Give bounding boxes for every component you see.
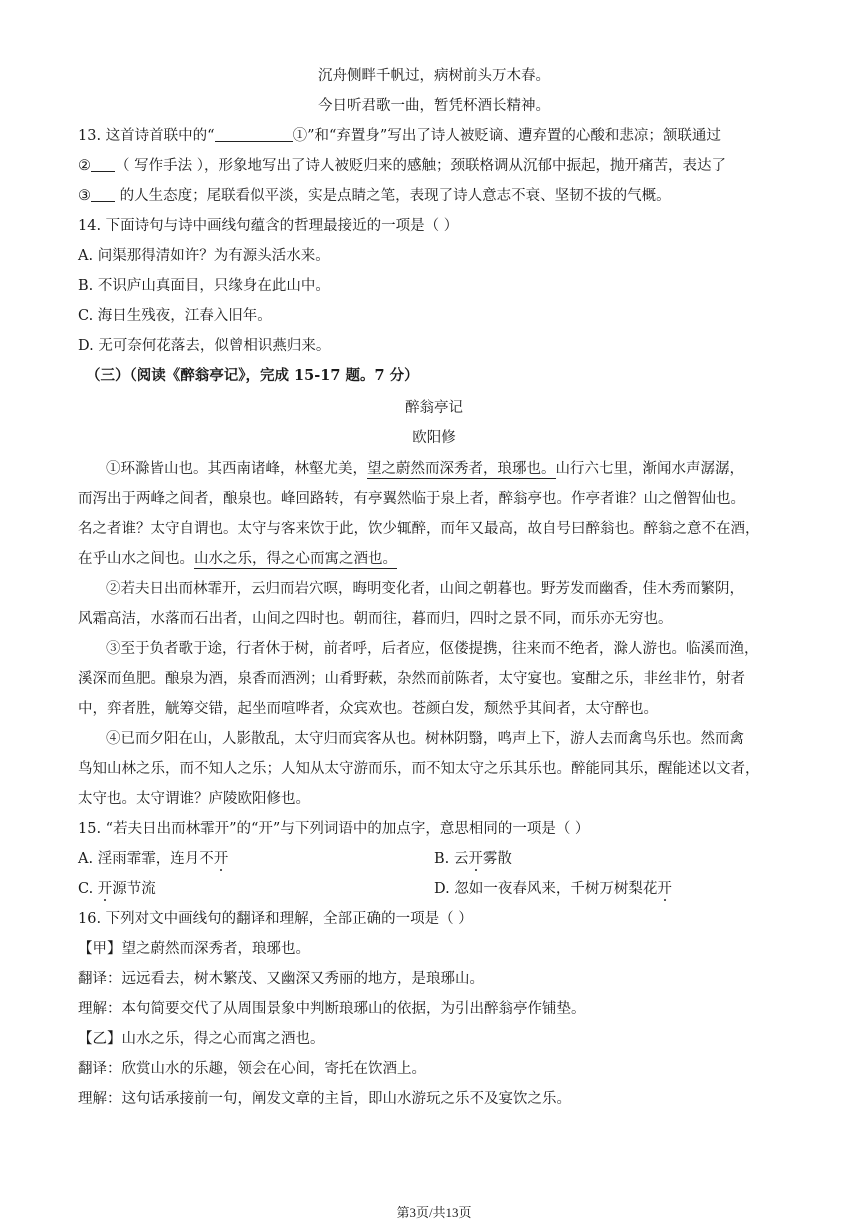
text: C.: [78, 881, 98, 897]
passage-line: 太守也。太守谓谁？庐陵欧阳修也。: [78, 791, 310, 807]
text: ②: [78, 158, 91, 174]
question-13-line-3: [78, 186, 671, 206]
option-c[interactable]: C. 海日生残夜，江春入旧年。: [78, 308, 272, 324]
passage-author: 欧阳修: [412, 430, 456, 446]
text: 源节流: [112, 881, 156, 897]
item-yi: 【乙】山水之乐，得之心而寓之酒也。: [78, 1031, 325, 1047]
passage-line: 名之者谁？太守自谓也。太守与客来饮于此，饮少辄醉，而年又最高，故自号曰醉翁也。醉翁之意不在酒，: [78, 521, 760, 537]
poem-line: 今日听君歌一曲，暂凭杯酒长精神。: [318, 98, 550, 114]
dotted-char: 开: [213, 851, 229, 867]
poem-line: 沉舟侧畔千帆过，病树前头万木春。: [318, 68, 550, 84]
text: 在乎山水之间也。: [78, 551, 194, 567]
section-heading: （三）（阅读《醉翁亭记》，完成 15-17 题。7 分）: [86, 367, 419, 384]
underlined-sentence-jia: 望之蔚然而深秀者，琅琊也。: [367, 461, 556, 477]
item-jia: 【甲】望之蔚然而深秀者，琅琊也。: [78, 941, 310, 957]
option-b[interactable]: [434, 849, 512, 869]
text: A. 淫雨霏霏，连月不: [78, 851, 214, 867]
text: 山行六七里，渐闻水声潺潺，: [555, 461, 744, 477]
passage-line: 中，弈者胜，觥筹交错，起坐而喧哗者，众宾欢也。苍颜白发，颓然乎其间者，太守醉也。: [78, 701, 658, 717]
option-b[interactable]: B. 不识庐山真面目，只缘身在此山中。: [78, 278, 330, 294]
text: ③: [78, 188, 91, 204]
translation-yi: 翻译：欣赏山水的乐趣，领会在心间，寄托在饮酒上。: [78, 1061, 426, 1077]
option-d[interactable]: D. 无可奈何花落去，似曾相识燕归来。: [78, 338, 331, 354]
passage-line: 风霜高洁，水落而石出者，山间之四时也。朝而往，暮而归，四时之景不同，而乐亦无穷也。: [78, 611, 673, 627]
option-c[interactable]: [78, 879, 156, 899]
underlined-sentence-yi: 山水之乐，得之心而寓之酒也。: [194, 551, 397, 567]
answer-blank-3[interactable]: [91, 187, 115, 202]
text: 13. 这首诗首联中的“: [78, 128, 215, 144]
option-a[interactable]: [78, 849, 228, 869]
question-16-stem: 16. 下列对文中画线句的翻译和理解，全部正确的一项是（ ）: [78, 911, 473, 927]
question-15-stem: 15. “若夫日出而林霏开”的“开”与下列词语中的加点字，意思相同的一项是（ ）: [78, 821, 590, 837]
passage-line: [78, 549, 397, 569]
understanding-jia: 理解：本句简要交代了从周围景象中判断琅琊山的依据，为引出醉翁亭作铺垫。: [78, 1001, 586, 1017]
question-14-stem: 14. 下面诗句与诗中画线句蕴含的哲理最接近的一项是（ ）: [78, 218, 459, 234]
passage-line: [106, 459, 744, 479]
passage-line: ②若夫日出而林霏开，云归而岩穴暝，晦明变化者，山间之朝暮也。野芳发而幽香，佳木秀而繁阴，: [106, 581, 744, 597]
answer-blank-2[interactable]: [91, 157, 115, 172]
text: 的人生态度；尾联看似平淡，实是点睛之笔，表现了诗人意志不衰、坚韧不拔的气概。: [115, 188, 671, 204]
text: B. 云: [434, 851, 469, 867]
passage-line: 而泻出于两峰之间者，酿泉也。峰回路转，有亭翼然临于泉上者，醉翁亭也。作亭者谁？山之僧智仙也。: [78, 491, 745, 507]
passage-line: ④已而夕阳在山，人影散乱，太守归而宾客从也。树林阴翳，鸣声上下，游人去而禽鸟乐也。然而禽: [106, 731, 744, 747]
text: ①”和“弃置身”写出了诗人被贬谪、遭弃置的心酸和悲凉；颔联通过: [292, 128, 721, 144]
text: D. 忽如一夜春风来，千树万树梨花: [434, 881, 658, 897]
passage-title: 醉翁亭记: [405, 400, 463, 416]
text: ①环滁皆山也。其西南诸峰，林壑尤美，: [106, 461, 367, 477]
understanding-yi: 理解：这句话承接前一句，阐发文章的主旨，即山水游玩之乐不及宴饮之乐。: [78, 1091, 571, 1107]
translation-jia: 翻译：远远看去，树木繁茂、又幽深又秀丽的地方，是琅琊山。: [78, 971, 484, 987]
dotted-char: 开: [468, 851, 483, 867]
dotted-char: 开: [97, 881, 113, 897]
passage-line: ③至于负者歌于途，行者休于树，前者呼，后者应，伛偻提携，往来而不绝者，滁人游也。临溪而渔，: [106, 641, 759, 657]
option-d[interactable]: [434, 879, 672, 899]
question-13-line-2: [78, 156, 726, 176]
text: 雾散: [482, 851, 512, 867]
passage-line: 溪深而鱼肥。酿泉为酒，泉香而酒洌；山肴野蔌，杂然而前陈者，太守宴也。宴酣之乐，非丝非竹，射者: [78, 671, 745, 687]
text: （ 写作手法 ），形象地写出了诗人被贬归来的感触；颈联格调从沉郁中振起，抛开痛苦，表达了: [115, 158, 726, 174]
dotted-char: 开: [657, 881, 672, 897]
answer-blank-1[interactable]: [215, 127, 293, 142]
question-13-line-1: [78, 126, 721, 146]
passage-line: 鸟知山林之乐，而不知人之乐；人知从太守游而乐，而不知太守之乐其乐也。醉能同其乐，醒能述以文者，: [78, 761, 760, 777]
option-a[interactable]: A. 问渠那得清如许？为有源头活水来。: [78, 248, 330, 264]
page-number: 第3页/共13页: [396, 1205, 472, 1220]
